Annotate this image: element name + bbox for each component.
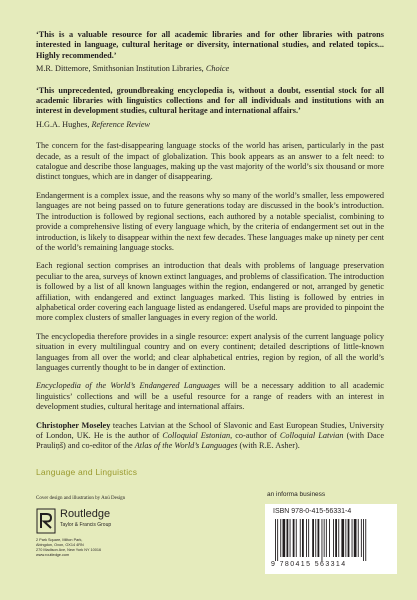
barcode-icon	[273, 519, 389, 561]
barcode-bar	[275, 519, 276, 561]
barcode-bar	[363, 519, 364, 561]
barcode-bar	[348, 519, 350, 557]
cover-design-credit: Cover design and illustration by Anú Design	[36, 496, 126, 501]
routledge-logo-icon	[36, 508, 56, 534]
review-author-2: H.G.A. Hughes,	[36, 119, 92, 129]
description-paragraph-1: The concern for the fast-disappearing language stocks of the world has arisen, particularly in the past decade, as a result of the impact of globalization. This book appears as an answer to a felt need: to catalogue and describe those languages, making up the vast majority of the world’s six thousand or more distinct tongues, which are in danger of disappearing.	[36, 141, 384, 182]
barcode-bar	[329, 519, 330, 557]
description-paragraph-4: The encyclopedia therefore provides in a single resource: expert analysis of the current language policy situation in every multilingual country and on every continent; detailed descriptions of little-known languages from all over the world; and clear alphabetical entries, region by region, of all the world’s languages currently thought to be in danger of extinction.	[36, 331, 384, 372]
barcode-bar	[361, 519, 362, 557]
barcode-bar	[277, 519, 278, 561]
description-paragraph-5	[36, 381, 384, 412]
bio-text-1: teaches Latvian at the School of Slavonic and East European Studies, University of London, UK. He is the author of	[36, 420, 385, 440]
back-cover-text	[36, 30, 384, 460]
bio-book-3: Atlas of the World’s Languages	[134, 441, 238, 451]
author-name: Christopher Moseley	[36, 420, 111, 430]
description-paragraph-3: Each regional section comprises an introduction that deals with problems of language preservation peculiar to the area, surveys of known extinct languages, and problems of classification. The introduction is followed by a list of all known languages within the region, endangered or not, arranged by genetic affiliation, with endangered and extinct languages marked. This listing is followed by entries in alphabetical order covering each language listed as endangered. Useful maps are provided to pinpoint the more complex clusters of smaller languages in every region of the world.	[36, 261, 384, 323]
address-line: 270 Madison Ave, New York NY 10016	[36, 548, 102, 552]
bio-book-1: Colloquial Estonian	[162, 431, 231, 440]
barcode-bar	[322, 519, 323, 561]
barcode-bar	[358, 519, 359, 557]
review-attribution-2	[36, 120, 384, 130]
barcode-bar	[335, 519, 337, 557]
address-line: Abingdon, Oxon, OX14 4RN	[36, 543, 84, 547]
address-line: 2 Park Square, Milton Park,	[36, 538, 83, 542]
review-quote-2: ‘This unprecedented, groundbreaking encyclopedia is, without a doubt, essential stock for all academic libraries with linguistics collections and for all individuals and institutions with an interest in development studies, cultural heritage and international affairs.’	[36, 85, 384, 116]
barcode-bar	[293, 519, 295, 557]
bio-book-2: Colloquial Latvian	[279, 431, 344, 440]
barcode-bar	[315, 519, 316, 557]
review-source-2: Reference Review	[91, 119, 151, 129]
barcode-bar	[333, 519, 334, 557]
barcode-bar	[287, 519, 289, 557]
description-paragraph-5-text: will be a necessary addition to all academic linguistics’ collections and will be a useful resource for a range of readers with an interest in development studies, cultural heritage and international affairs.	[36, 381, 384, 412]
publisher-name: Routledge	[60, 508, 111, 520]
barcode-bar	[300, 519, 301, 557]
description-paragraph-2: Endangerment is a complex issue, and the reasons why so many of the world’s smaller, less empowered languages are not being passed on to future generations today are discussed in the book’s introduction. The introduction is followed by regional sections, each authored by a notable specialist, combining to provide a comprehensive listing of every language which, by the criteria of endangerment set out in the introduction, is likely to disappear within the next few decades. These languages make up ninety per cent of the world’s remaining language stocks.	[36, 190, 384, 252]
barcode-number: 9 780415 563314	[271, 561, 347, 568]
review-author-1: M.R. Dittemore, Smithsonian Institution Libraries,	[36, 64, 206, 74]
barcode-bar	[345, 519, 346, 557]
bio-text-4: (with R.E. Asher).	[237, 441, 300, 451]
barcode-bar	[280, 519, 281, 557]
barcode-bar	[308, 519, 309, 557]
barcode-bar	[341, 519, 344, 557]
informa-business-tag: an informa business	[267, 491, 326, 498]
barcode-bar	[365, 519, 366, 561]
barcode-bar	[296, 519, 297, 557]
address-line: www.routledge.com	[36, 553, 70, 557]
review-quote-1: ‘This is a valuable resource for all academic libraries and for other libraries with patrons interested in language, cultural heritage or diversity, international studies, and related topics... Highly recommended.’	[36, 30, 384, 60]
isbn-label: ISBN 978-0-415-56331-4	[273, 508, 352, 515]
publisher-group: Taylor & Francis Group	[60, 522, 112, 528]
publisher-block	[36, 508, 186, 578]
barcode-bar	[326, 519, 327, 557]
publisher-address	[36, 538, 186, 558]
barcode-bar	[354, 519, 357, 557]
review-attribution-1	[36, 64, 384, 74]
barcode-bar	[283, 519, 286, 557]
barcode-bar	[312, 519, 314, 557]
subject-category: Language and Linguistics	[36, 467, 138, 477]
barcode-bar	[352, 519, 353, 557]
barcode-bar	[324, 519, 325, 557]
barcode-bar	[338, 519, 339, 557]
barcode-box	[265, 504, 397, 574]
barcode-bar	[302, 519, 304, 557]
barcode-bar	[306, 519, 307, 557]
barcode-bar	[318, 519, 320, 557]
bio-text-3: (with Dace Prauliņš) and co-editor of the	[36, 431, 385, 451]
author-bio	[36, 421, 384, 452]
book-title: Encyclopedia of the World’s Endangered Languages	[36, 381, 221, 391]
barcode-bar	[290, 519, 291, 557]
bio-text-2: , co-author of	[230, 431, 280, 440]
review-source-1: Choice	[205, 64, 230, 74]
